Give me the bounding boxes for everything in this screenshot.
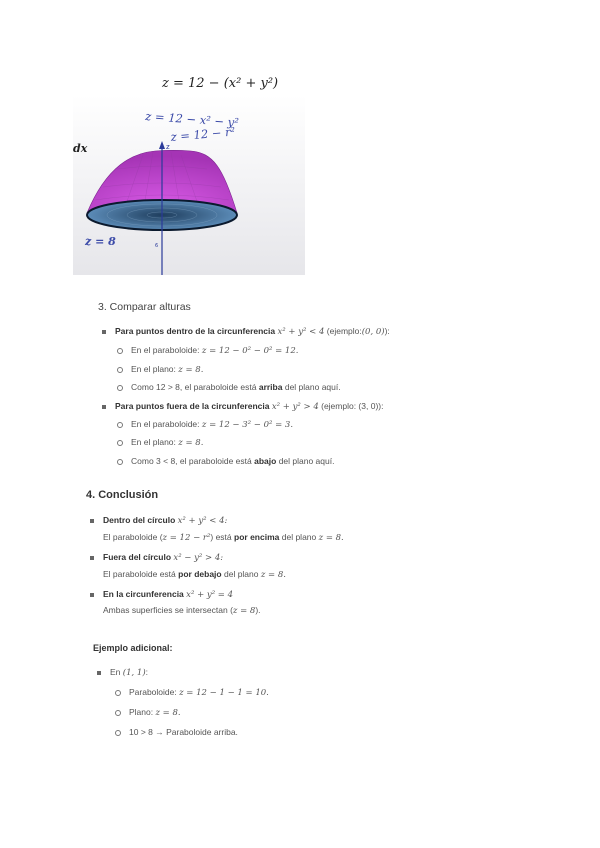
example-title: Ejemplo adicional: <box>93 643 173 653</box>
bullet-square <box>90 556 94 560</box>
conclusion-item-1-title: Dentro del círculo x² + y² < 4: <box>90 515 227 526</box>
bullet-square <box>90 593 94 597</box>
top-formula: z = 12 − (x² + y²) <box>162 76 279 91</box>
bullet-circle <box>117 348 123 354</box>
bullet-circle <box>115 730 121 736</box>
label-eq-2: z = 12 − r² <box>170 124 236 144</box>
z-axis-label: z <box>166 143 170 151</box>
conclusion-item-3-body: Ambas superficies se intersectan (z = 8). <box>103 605 261 616</box>
inside-item-1: En el paraboloide: z = 12 − 0² − 0² = 12. <box>117 345 298 356</box>
outside-intro: Para puntos fuera de la circunferencia x² + y² > 4 (ejemplo: (3, 0)): <box>102 401 383 412</box>
label-dx: dx <box>73 142 88 155</box>
example-item-2: Plano: z = 8. <box>115 707 181 718</box>
inside-item-2: En el plano: z = 8. <box>117 364 203 375</box>
label-eq-1: z = 12 − x² − y² <box>144 109 240 130</box>
conclusion-item-2-title: Fuera del círculo x² − y² > 4: <box>90 552 223 563</box>
outside-item-3: Como 3 < 8, el paraboloide está abajo del plano aquí. <box>117 456 334 466</box>
axis-tick-6: 6 <box>155 243 159 249</box>
inside-item-3: Como 12 > 8, el paraboloide está arriba del plano aquí. <box>117 382 341 392</box>
bullet-square <box>97 671 101 675</box>
example-item-3: 10 > 8 → Paraboloide arriba. <box>115 727 238 737</box>
bullet-square <box>102 405 106 409</box>
conclusion-item-3-title: En la circunferencia x² + y² = 4 <box>90 589 233 600</box>
example-item-1: Paraboloide: z = 12 − 1 − 1 = 10. <box>115 687 269 698</box>
bullet-circle <box>115 690 121 696</box>
conclusion-item-2-body: El paraboloide está por debajo del plano z = 8. <box>103 569 286 580</box>
bullet-circle <box>117 422 123 428</box>
conclusion-item-1-body: El paraboloide (z = 12 − r²) está por encima del plano z = 8. <box>103 532 344 543</box>
bullet-circle <box>117 385 123 391</box>
inside-intro: Para puntos dentro de la circunferencia x² + y² < 4 (ejemplo:(0, 0)): <box>102 326 390 337</box>
outside-item-2: En el plano: z = 8. <box>117 437 203 448</box>
bullet-circle <box>117 459 123 465</box>
example-intro: En (1, 1): <box>97 667 148 678</box>
section-3-heading: 3. Comparar alturas <box>98 301 191 313</box>
bullet-circle <box>115 710 121 716</box>
bullet-circle <box>117 440 123 446</box>
bullet-circle <box>117 367 123 373</box>
section-4-heading: 4. Conclusión <box>86 489 159 501</box>
label-z8: z = 8 <box>85 235 116 248</box>
bullet-square <box>90 519 94 523</box>
bullet-square <box>102 330 106 334</box>
outside-item-1: En el paraboloide: z = 12 − 3² − 0² = 3. <box>117 419 293 430</box>
